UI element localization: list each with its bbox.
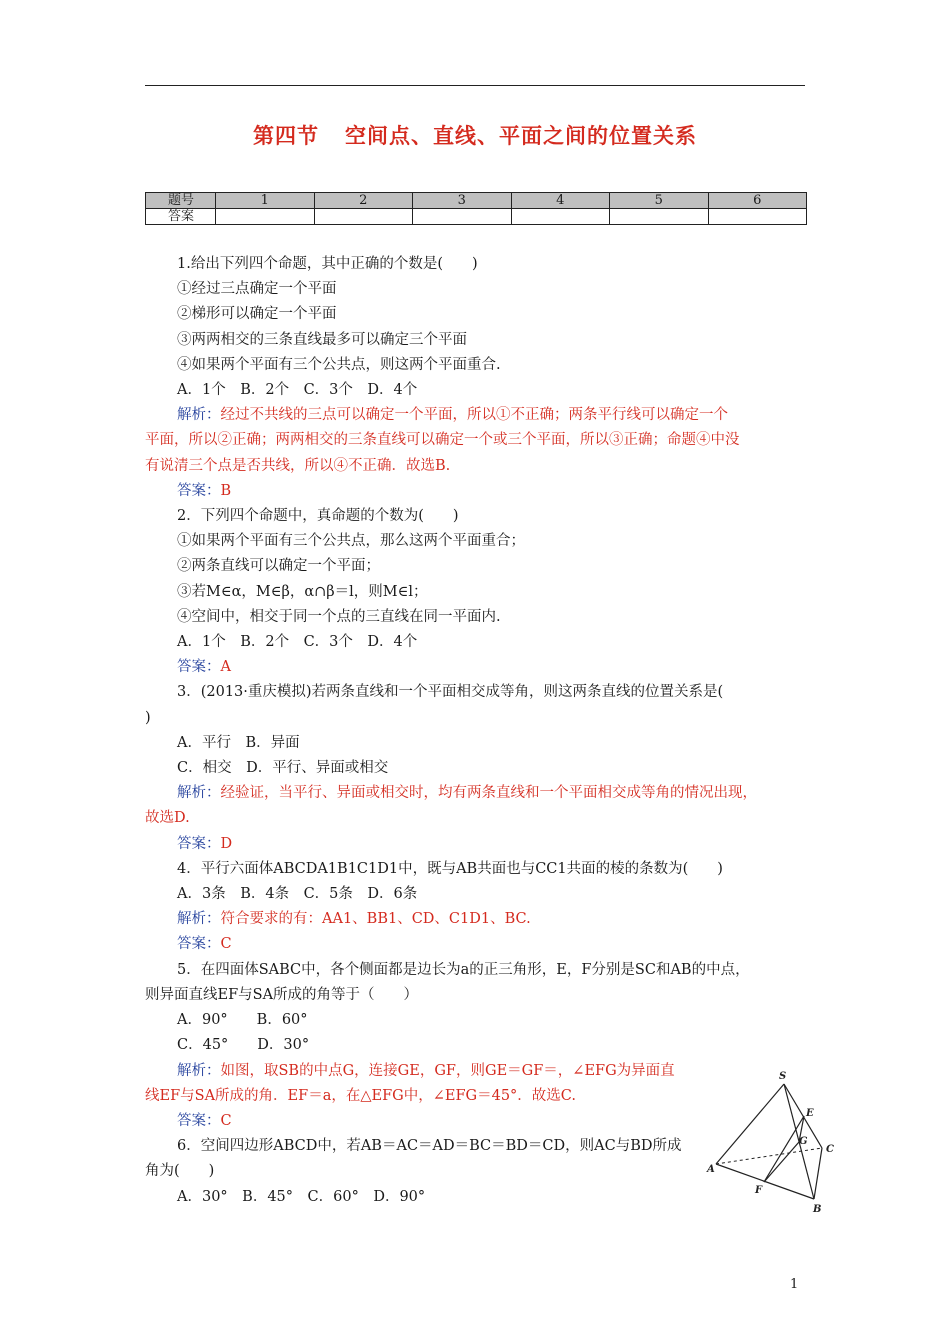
q1-item: ②梯形可以确定一个平面 (177, 306, 337, 323)
answer-label: 答案： (177, 482, 221, 499)
label-C: C (826, 1144, 834, 1155)
answer-cell (216, 209, 315, 225)
q2-answer (145, 655, 809, 680)
q6-stem-cont: 角为( ) (145, 1163, 215, 1180)
q3-analysis-cont: 故选D. (145, 810, 190, 827)
answer-cell (610, 209, 709, 225)
q5-options: A．90° B．60° (177, 1012, 308, 1029)
page-number: 1 (790, 1277, 799, 1292)
q4-answer (145, 932, 809, 957)
q1-analysis-cont: 有说清三个点是否共线，所以④不正确．故选B. (145, 457, 451, 474)
answer-value: C (220, 1112, 232, 1129)
q1-item: ③两两相交的三条直线最多可以确定三个平面 (177, 331, 467, 348)
q3-answer (145, 832, 809, 857)
answer-label: 答案： (177, 659, 221, 676)
edge-BC (814, 1148, 822, 1199)
q3-stem-cont: ) (145, 709, 151, 726)
title-section: 第四节 (253, 124, 319, 148)
label-G: G (799, 1136, 808, 1147)
q6-stem: 6．空间四边形ABCD中，若AB＝AC＝AD＝BC＝BD＝CD，则AC与BD所成 (177, 1138, 682, 1155)
q5-stem: 5．在四面体SABC中，各个侧面都是边长为a的正三角形，E，F分别是SC和AB的中点， (177, 961, 750, 978)
q3-options: C．相交 D．平行、异面或相交 (177, 760, 389, 777)
segment-EF (764, 1116, 804, 1182)
label-F: F (755, 1185, 763, 1196)
question-number: 6 (708, 193, 807, 209)
q2-options: A．1个 B．2个 C．3个 D．4个 (177, 634, 418, 651)
q5-analysis-cont: 线EF与SA所成的角．EF＝a，在△EFG中，∠EFG＝45°．故选C. (145, 1087, 576, 1104)
q1-answer (145, 479, 809, 504)
analysis-label: 解析： (177, 407, 221, 424)
analysis-text: 经过不共线的三点可以确定一个平面，所以①不正确；两条平行线可以确定一个 (220, 407, 728, 424)
analysis-text: 经验证，当平行、异面或相交时，均有两条直线和一个平面相交成等角的情况出现， (220, 785, 757, 802)
q1-analysis (145, 403, 809, 428)
answer-cell (708, 209, 807, 225)
answer-table (145, 192, 807, 225)
answer-label: 答案 (146, 209, 216, 225)
q2-item: ①如果两个平面有三个公共点，那么这两个平面重合； (177, 533, 525, 550)
q3-analysis (145, 781, 809, 806)
q1-options: A．1个 B．2个 C．3个 D．4个 (177, 382, 418, 399)
title-topic: 空间点、直线、平面之间的位置关系 (345, 124, 697, 148)
answer-label: 答案： (177, 1112, 221, 1129)
q2-stem: 2．下列四个命题中，真命题的个数为( ) (177, 508, 459, 525)
answer-table-header-row (146, 193, 807, 209)
q4-stem: 4．平行六面体ABCDA1B1C1D1中，既与AB共面也与CC1共面的棱的条数为( ) (177, 860, 723, 877)
answer-value: C (220, 936, 232, 953)
q2-item: ②两条直线可以确定一个平面； (177, 558, 380, 575)
question-number: 4 (511, 193, 610, 209)
page-title (0, 120, 950, 150)
analysis-label: 解析： (177, 785, 221, 802)
top-rule (145, 85, 805, 86)
q2-item: ③若M∈α，M∈β，α∩β＝l，则M∈l； (177, 583, 428, 600)
q3-options: A．平行 B．异面 (177, 734, 300, 751)
q1-analysis-cont: 平面，所以②正确；两两相交的三条直线可以确定一个或三个平面，所以③正确；命题④中没 (145, 432, 740, 449)
answer-table-answer-row (146, 209, 807, 225)
q5-analysis (145, 1059, 690, 1084)
label-E: E (806, 1108, 814, 1119)
answer-cell (314, 209, 413, 225)
q4-analysis (145, 907, 809, 932)
q4-options: A．3条 B．4条 C．5条 D．6条 (177, 886, 418, 903)
answer-label: 答案： (177, 936, 221, 953)
q6-options: A．30° B．45° C．60° D．90° (177, 1188, 426, 1205)
q1-stem: 1.给出下列四个命题，其中正确的个数是( ) (177, 256, 478, 272)
answer-label: 答案： (177, 835, 221, 852)
q1-item: ④如果两个平面有三个公共点，则这两个平面重合. (177, 356, 501, 373)
answer-value: A (220, 659, 231, 676)
q1-item: ①经过三点确定一个平面 (177, 281, 337, 298)
label-S: S (779, 1071, 787, 1082)
question-number: 5 (610, 193, 709, 209)
analysis-label: 解析： (177, 1062, 221, 1079)
q3-stem: 3．(2013·重庆模拟)若两条直线和一个平面相交成等角，则这两条直线的位置关系是( (177, 684, 724, 701)
answer-value: D (220, 835, 233, 852)
q5-options: C．45° D．30° (177, 1037, 310, 1054)
answer-cell (413, 209, 512, 225)
question-number: 2 (314, 193, 413, 209)
answer-value: B (220, 482, 232, 499)
edge-AC-hidden (716, 1148, 822, 1164)
question-number: 1 (216, 193, 315, 209)
question-number: 3 (413, 193, 512, 209)
label-B: B (813, 1204, 822, 1215)
tetrahedron-figure (706, 1066, 836, 1216)
analysis-label: 解析： (177, 911, 221, 928)
question-number-label: 题号 (146, 193, 216, 209)
label-A: A (707, 1164, 715, 1175)
analysis-text: 如图，取SB的中点G，连接GE，GF，则GE＝GF＝，∠EFG为异面直 (220, 1062, 675, 1079)
answer-cell (511, 209, 610, 225)
q5-stem-cont: 则异面直线EF与SA所成的角等于（ ） (145, 986, 419, 1003)
edge-SA (716, 1084, 784, 1164)
analysis-text: 符合要求的有：AA1、BB1、CD、C1D1、BC. (220, 911, 531, 928)
q2-item: ④空间中，相交于同一个点的三直线在同一平面内. (177, 608, 501, 625)
segment-GF (764, 1142, 799, 1182)
